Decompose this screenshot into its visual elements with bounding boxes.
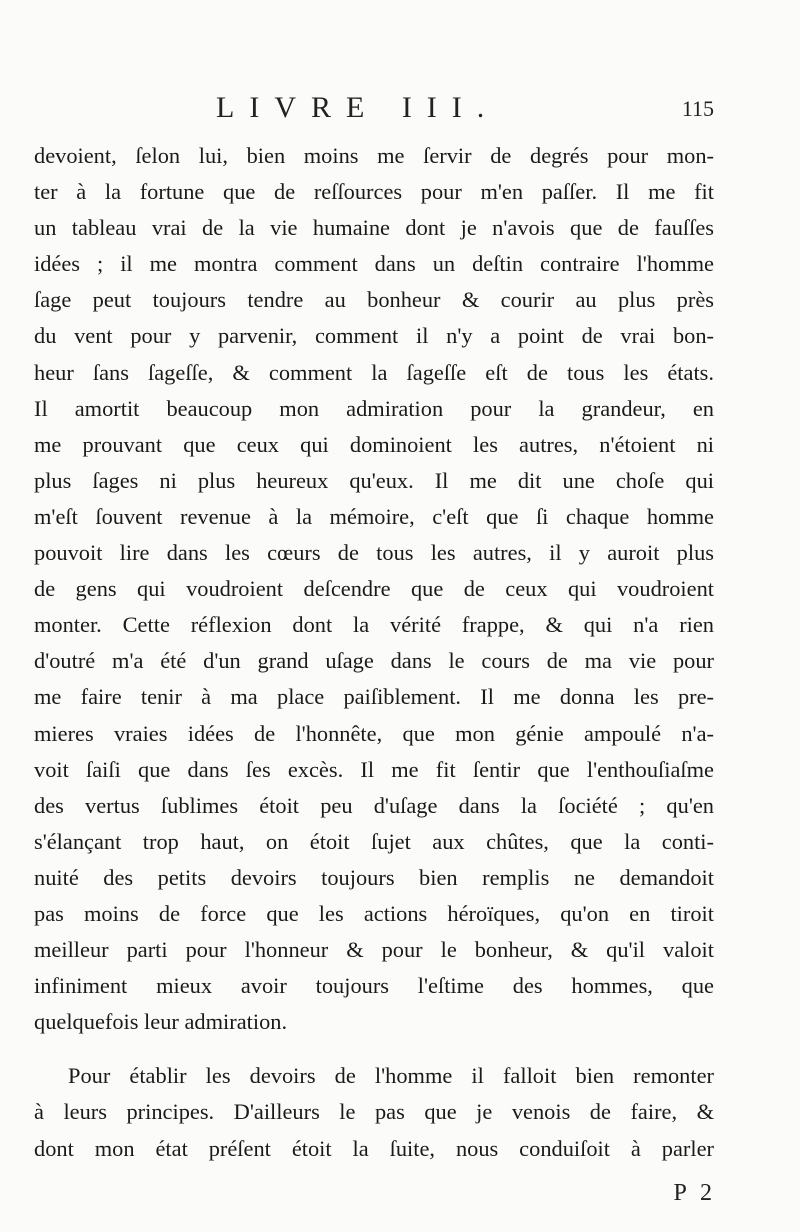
text-line: meilleur parti pour l'honneur & pour le bonheur, & qu'il valoit: [34, 937, 714, 963]
text-line: nuité des petits devoirs toujours bien remplis ne demandoit: [34, 864, 714, 890]
running-head: [34, 88, 714, 128]
text-line: mieres vraies idées de l'honnête, que mon génie ampoulé n'a-: [34, 720, 714, 746]
text-line: pas moins de force que les actions héroïques, qu'on en tiroit: [34, 900, 714, 926]
text-line: heur ſans ſageſſe, & comment la ſageſſe eſt de tous les états.: [34, 359, 714, 385]
text-line: devoient, ſelon lui, bien moins me ſervir de degrés pour mon-: [34, 143, 714, 168]
text-line: me faire tenir à ma place paiſiblement. Il me donna les pre-: [34, 684, 714, 710]
text-line: dont mon état préſent étoit la ſuite, nous conduiſoit à parler: [34, 1135, 714, 1161]
text-line: idées ; il me montra comment dans un deſtin contraire l'homme: [34, 251, 714, 277]
text-line: infiniment mieux avoir toujours l'eſtime des hommes, que: [34, 973, 714, 999]
signature-mark: P 2: [673, 1180, 716, 1206]
text-line: de gens qui voudroient deſcendre que de ceux qui voudroient: [34, 576, 714, 602]
text-line: plus ſages ni plus heureux qu'eux. Il me dit une choſe qui: [34, 467, 714, 493]
text-line: d'outré m'a été d'un grand uſage dans le cours de ma vie pour: [34, 648, 714, 674]
paragraph-break: [34, 1040, 714, 1058]
text-line: Pour établir les devoirs de l'homme il falloit bien remonter: [68, 1063, 714, 1089]
text-line: Il amortit beaucoup mon admiration pour la grandeur, en: [34, 395, 714, 421]
text-line: m'eſt ſouvent revenue à la mémoire, c'eſt que ſi chaque homme: [34, 503, 714, 529]
text-line: des vertus ſublimes étoit peu d'uſage dans la ſociété ; qu'en: [34, 792, 714, 818]
text-line: monter. Cette réflexion dont la vérité frappe, & qui n'a rien: [34, 612, 714, 638]
body-text: [34, 138, 714, 1167]
text-line: à leurs principes. D'ailleurs le pas que je venois de faire, &: [34, 1099, 714, 1125]
text-line: pouvoit lire dans les cœurs de tous les autres, il y auroit plus: [34, 540, 714, 566]
text-line: ſage peut toujours tendre au bonheur & courir au plus près: [34, 287, 714, 313]
text-line: ter à la fortune que de reſſources pour m'en paſſer. Il me fit: [34, 179, 714, 205]
text-line: quelquefois leur admiration.: [34, 1009, 288, 1035]
text-line: voit ſaiſi que dans ſes excès. Il me fit ſentir que l'enthouſiaſme: [34, 756, 714, 782]
text-line: s'élançant trop haut, on étoit ſujet aux chûtes, que la conti-: [34, 828, 714, 854]
page-number: 115: [681, 96, 714, 121]
text-line: me prouvant que ceux qui dominoient les autres, n'étoient ni: [34, 431, 714, 457]
text-line: du vent pour y parvenir, comment il n'y a point de vrai bon-: [34, 323, 714, 349]
text-line: un tableau vrai de la vie humaine dont je n'avois que de fauſſes: [34, 215, 714, 241]
chapter-title: LIVRE III.: [216, 91, 500, 124]
